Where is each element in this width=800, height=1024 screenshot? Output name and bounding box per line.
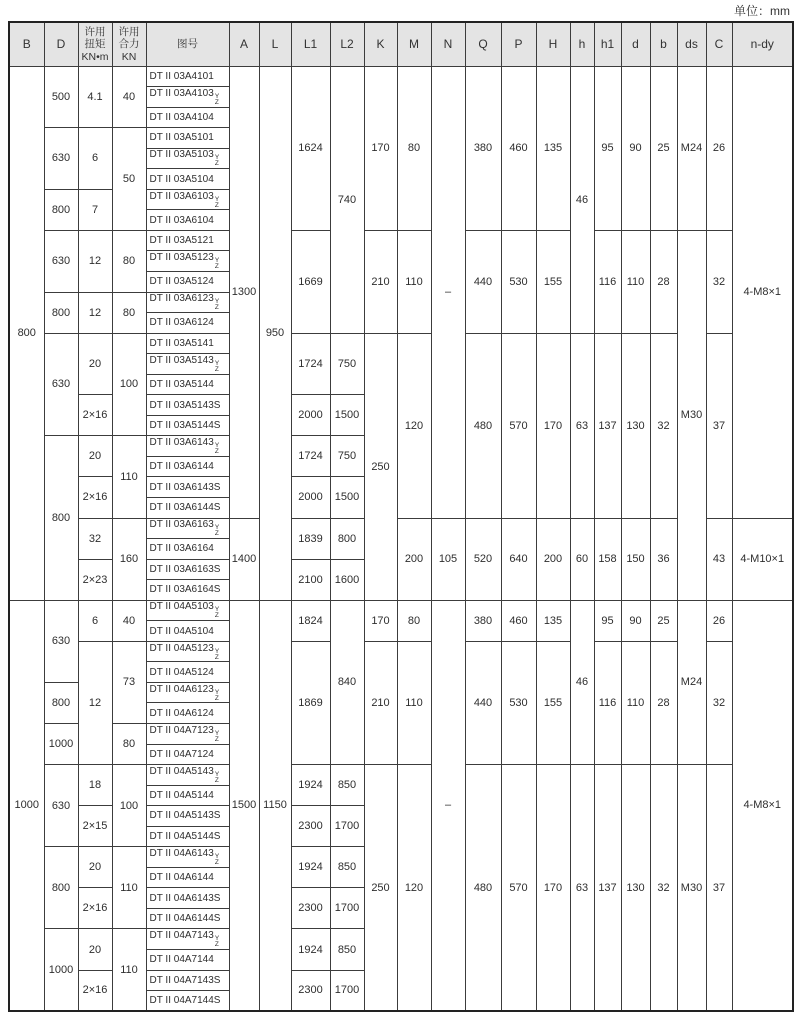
cell-T: 2×15 — [78, 806, 112, 847]
cell-D: 1000 — [44, 929, 78, 1011]
cell-TU: DT II 04A5143S — [146, 806, 229, 827]
cell-TU: DT II 04A7143 Y Z — [146, 929, 229, 950]
cell-D: 630 — [44, 600, 78, 682]
table-row — [9, 518, 793, 539]
yz-variant-mark: Y Z — [214, 606, 220, 620]
header-F — [112, 22, 146, 66]
cell-TU: DT II 03A5103 Y Z — [146, 148, 229, 169]
cell-TU: DT II 04A7144 — [146, 950, 229, 971]
table-body — [9, 66, 793, 1011]
table-row — [9, 765, 793, 786]
cell-M: 120 — [397, 765, 431, 1012]
cell-M: 80 — [397, 66, 431, 230]
cell-T: 18 — [78, 765, 112, 806]
cell-T: 6 — [78, 600, 112, 641]
cell-C: 26 — [706, 600, 732, 641]
cell-F: 73 — [112, 641, 146, 723]
cell-TU: DT II 03A5141 — [146, 333, 229, 354]
cell-T: 12 — [78, 641, 112, 764]
cell-Q: 380 — [465, 600, 501, 641]
cell-B: 800 — [9, 66, 44, 600]
cell-TU: DT II 04A5123 Y Z — [146, 641, 229, 662]
cell-D: 800 — [44, 189, 78, 230]
cell-TU: DT II 04A7144S — [146, 991, 229, 1012]
cell-L2: 840 — [330, 600, 364, 764]
header-C — [706, 22, 732, 66]
cell-h: 46 — [570, 600, 594, 764]
cell-T: 2×16 — [78, 970, 112, 1011]
cell-D: 630 — [44, 333, 78, 436]
yz-variant-mark: Y Z — [214, 92, 220, 106]
cell-H: 200 — [536, 518, 570, 600]
yz-variant-mark: Y Z — [214, 359, 220, 373]
cell-TU: DT II 03A5143S — [146, 395, 229, 416]
cell-TU: DT II 03A6103 Y Z — [146, 189, 229, 210]
cell-P: 640 — [501, 518, 536, 600]
yz-variant-mark: Y Z — [214, 770, 220, 784]
cell-T: 32 — [78, 518, 112, 559]
header-label: L1 — [303, 37, 318, 52]
cell-K: 170 — [364, 600, 397, 641]
cell-L1: 1724 — [291, 436, 330, 477]
cell-b: 32 — [650, 333, 677, 518]
cell-ds: M30 — [677, 230, 706, 600]
cell-b: 28 — [650, 230, 677, 333]
header-label: n-dy — [750, 37, 774, 52]
yz-variant-mark: Y Z — [214, 853, 220, 867]
cell-TU: DT II 03A5144 — [146, 374, 229, 395]
cell-H: 135 — [536, 66, 570, 230]
header-label: D — [56, 37, 66, 52]
cell-L2: 1500 — [330, 395, 364, 436]
header-label: 许用 — [84, 25, 106, 38]
header-L2 — [330, 22, 364, 66]
cell-P: 530 — [501, 230, 536, 333]
cell-TU: DT II 03A6163S — [146, 559, 229, 580]
cell-b: 25 — [650, 66, 677, 230]
cell-K: 250 — [364, 333, 397, 600]
header-label: M — [409, 37, 419, 52]
header-label: d — [632, 37, 639, 52]
cell-L: 1150 — [259, 600, 291, 1011]
cell-h1: 158 — [594, 518, 621, 600]
header-b — [650, 22, 677, 66]
cell-TU: DT II 03A6143 Y Z — [146, 436, 229, 457]
cell-L1: 1824 — [291, 600, 330, 641]
cell-F: 50 — [112, 128, 146, 231]
cell-d: 110 — [621, 230, 650, 333]
cell-TU: DT II 03A5121 — [146, 230, 229, 251]
cell-P: 570 — [501, 333, 536, 518]
cell-T: 2×16 — [78, 888, 112, 929]
cell-T: 20 — [78, 847, 112, 888]
cell-T: 12 — [78, 292, 112, 333]
cell-d: 90 — [621, 66, 650, 230]
cell-D: 500 — [44, 66, 78, 128]
cell-T: 12 — [78, 230, 112, 292]
cell-TU: DT II 03A5124 — [146, 271, 229, 292]
header-label: B — [22, 37, 31, 52]
table-row — [9, 66, 793, 87]
cell-TU: DT II 03A6144 — [146, 456, 229, 477]
cell-h1: 137 — [594, 765, 621, 1012]
cell-b: 36 — [650, 518, 677, 600]
cell-F: 110 — [112, 929, 146, 1011]
cell-H: 170 — [536, 765, 570, 1012]
cell-TU: DT II 04A6143S — [146, 888, 229, 909]
cell-L1: 1724 — [291, 333, 330, 395]
cell-Q: 520 — [465, 518, 501, 600]
cell-T: 20 — [78, 436, 112, 477]
cell-TU: DT II 03A6163 Y Z — [146, 518, 229, 539]
header-D — [44, 22, 78, 66]
cell-h: 63 — [570, 333, 594, 518]
yz-variant-mark: Y Z — [214, 729, 220, 743]
header-label: h — [578, 37, 586, 52]
cell-b: 25 — [650, 600, 677, 641]
cell-L2: 850 — [330, 847, 364, 888]
cell-F: 100 — [112, 333, 146, 436]
header-d — [621, 22, 650, 66]
cell-F: 110 — [112, 847, 146, 929]
yz-variant-mark: Y Z — [214, 524, 220, 538]
cell-TU: DT II 03A6123 Y Z — [146, 292, 229, 313]
yz-variant-mark: Y Z — [214, 935, 220, 949]
cell-L2: 850 — [330, 765, 364, 806]
yz-variant-mark: Y Z — [214, 195, 220, 209]
cell-h1: 116 — [594, 230, 621, 333]
cell-d: 110 — [621, 641, 650, 764]
cell-T: 20 — [78, 929, 112, 970]
cell-TU: DT II 04A6123 Y Z — [146, 682, 229, 703]
cell-L1: 1924 — [291, 929, 330, 970]
cell-N: 105 — [431, 518, 465, 600]
header-P — [501, 22, 536, 66]
cell-M: 200 — [397, 518, 431, 600]
cell-d: 150 — [621, 518, 650, 600]
header-label: 合力 — [118, 38, 140, 50]
cell-C: 32 — [706, 230, 732, 333]
cell-C: 26 — [706, 66, 732, 230]
cell-h1: 95 — [594, 66, 621, 230]
cell-TU: DT II 04A7124 — [146, 744, 229, 765]
cell-N: – — [431, 66, 465, 518]
table-header — [9, 22, 793, 66]
cell-TU: DT II 03A5104 — [146, 169, 229, 190]
cell-K: 210 — [364, 641, 397, 764]
cell-L1: 1669 — [291, 230, 330, 333]
cell-TU: DT II 03A6144S — [146, 497, 229, 518]
header-T — [78, 22, 112, 66]
cell-L2: 1700 — [330, 888, 364, 929]
header-Q — [465, 22, 501, 66]
cell-TU: DT II 04A5124 — [146, 662, 229, 683]
cell-d: 130 — [621, 765, 650, 1012]
cell-P: 530 — [501, 641, 536, 764]
table-row — [9, 230, 793, 251]
cell-L1: 2300 — [291, 970, 330, 1011]
cell-C: 32 — [706, 641, 732, 764]
cell-D: 800 — [44, 682, 78, 723]
cell-d: 130 — [621, 333, 650, 518]
header-N — [431, 22, 465, 66]
header-L1 — [291, 22, 330, 66]
cell-F: 80 — [112, 292, 146, 333]
cell-L1: 1924 — [291, 765, 330, 806]
cell-H: 155 — [536, 230, 570, 333]
cell-T: 20 — [78, 333, 112, 395]
cell-L2: 1700 — [330, 970, 364, 1011]
cell-Q: 480 — [465, 333, 501, 518]
yz-variant-mark: Y Z — [214, 442, 220, 456]
cell-TU: DT II 04A6144S — [146, 908, 229, 929]
cell-TU: DT II 03A6143S — [146, 477, 229, 498]
header-label: K — [376, 37, 385, 52]
header-K — [364, 22, 397, 66]
cell-N: – — [431, 600, 465, 1011]
cell-H: 170 — [536, 333, 570, 518]
cell-Q: 440 — [465, 641, 501, 764]
cell-Q: 480 — [465, 765, 501, 1012]
cell-d: 90 — [621, 600, 650, 641]
cell-L2: 850 — [330, 929, 364, 970]
cell-P: 460 — [501, 66, 536, 230]
cell-P: 570 — [501, 765, 536, 1012]
cell-L2: 740 — [330, 66, 364, 333]
cell-L: 950 — [259, 66, 291, 600]
cell-F: 100 — [112, 765, 146, 847]
cell-h: 46 — [570, 66, 594, 333]
yz-variant-mark: Y Z — [214, 647, 220, 661]
cell-TU: DT II 04A5104 — [146, 621, 229, 642]
yz-variant-mark: Y Z — [214, 688, 220, 702]
header-label: b — [660, 37, 667, 52]
cell-h: 63 — [570, 765, 594, 1012]
header-A — [229, 22, 259, 66]
cell-TU: DT II 03A5123 Y Z — [146, 251, 229, 272]
cell-H: 155 — [536, 641, 570, 764]
header-label: H — [548, 37, 558, 52]
cell-TU: DT II 04A6124 — [146, 703, 229, 724]
cell-L2: 1500 — [330, 477, 364, 518]
cell-TU: DT II 03A6124 — [146, 313, 229, 334]
header-label: A — [239, 37, 248, 52]
cell-L1: 2300 — [291, 888, 330, 929]
cell-TU: DT II 03A5101 — [146, 128, 229, 149]
cell-M: 110 — [397, 641, 431, 764]
cell-D: 630 — [44, 230, 78, 292]
cell-Q: 440 — [465, 230, 501, 333]
cell-T: 2×16 — [78, 395, 112, 436]
cell-F: 110 — [112, 436, 146, 518]
header-label: 扭矩 — [84, 38, 106, 50]
cell-TU: DT II 03A6104 — [146, 210, 229, 231]
header-label: 图号 — [177, 38, 198, 50]
header-h1 — [594, 22, 621, 66]
table-row — [9, 600, 793, 621]
cell-h1: 116 — [594, 641, 621, 764]
header-label: h1 — [600, 37, 615, 52]
cell-TU: DT II 04A7123 Y Z — [146, 724, 229, 745]
cell-h: 60 — [570, 518, 594, 600]
header-label: KN — [121, 50, 137, 63]
cell-TU: DT II 04A5144 — [146, 785, 229, 806]
header-label: L2 — [340, 37, 354, 52]
cell-D: 630 — [44, 128, 78, 190]
header-label: ds — [685, 37, 698, 52]
header-h — [570, 22, 594, 66]
cell-TU: DT II 03A6164 — [146, 539, 229, 560]
cell-NDY: 4-M10×1 — [732, 518, 793, 600]
cell-TU: DT II 03A4101 — [146, 66, 229, 87]
cell-C: 37 — [706, 333, 732, 518]
header-H — [536, 22, 570, 66]
cell-TU: DT II 04A7143S — [146, 970, 229, 991]
cell-TU: DT II 04A5103 Y Z — [146, 600, 229, 621]
cell-L1: 1839 — [291, 518, 330, 559]
cell-B: 1000 — [9, 600, 44, 1011]
cell-TU: DT II 04A5143 Y Z — [146, 765, 229, 786]
cell-TU: DT II 04A6143 Y Z — [146, 847, 229, 868]
header-B — [9, 22, 44, 66]
cell-H: 135 — [536, 600, 570, 641]
header-row — [9, 22, 793, 66]
cell-L1: 2000 — [291, 477, 330, 518]
cell-TU: DT II 03A5144S — [146, 415, 229, 436]
header-TU — [146, 22, 229, 66]
cell-L1: 2300 — [291, 806, 330, 847]
cell-ds: M24 — [677, 66, 706, 230]
cell-TU: DT II 04A5144S — [146, 826, 229, 847]
cell-D: 1000 — [44, 724, 78, 765]
cell-L1: 1624 — [291, 66, 330, 230]
header-label: KN•m — [81, 50, 109, 63]
cell-M: 80 — [397, 600, 431, 641]
cell-D: 800 — [44, 847, 78, 929]
cell-F: 160 — [112, 518, 146, 600]
cell-P: 460 — [501, 600, 536, 641]
cell-b: 32 — [650, 765, 677, 1012]
yz-variant-mark: Y Z — [214, 298, 220, 312]
cell-T: 2×23 — [78, 559, 112, 600]
cell-L2: 750 — [330, 436, 364, 477]
cell-D: 800 — [44, 436, 78, 600]
header-label: 许用 — [118, 25, 140, 38]
cell-A: 1500 — [229, 600, 259, 1011]
cell-D: 630 — [44, 765, 78, 847]
cell-NDY: 4-M8×1 — [732, 600, 793, 1011]
header-label: Q — [478, 37, 488, 52]
cell-L1: 2000 — [291, 395, 330, 436]
cell-D: 800 — [44, 292, 78, 333]
table-row — [9, 641, 793, 662]
header-label: P — [514, 37, 523, 52]
cell-NDY: 4-M8×1 — [732, 66, 793, 518]
spec-table — [8, 21, 794, 1012]
cell-L1: 1924 — [291, 847, 330, 888]
cell-TU: DT II 04A6144 — [146, 867, 229, 888]
header-NDY — [732, 22, 793, 66]
header-label: C — [714, 37, 724, 52]
unit-label: 单位：mm — [734, 4, 790, 18]
cell-Q: 380 — [465, 66, 501, 230]
cell-L2: 1600 — [330, 559, 364, 600]
header-label: L — [271, 37, 279, 52]
cell-L2: 750 — [330, 333, 364, 395]
cell-M: 110 — [397, 230, 431, 333]
cell-F: 80 — [112, 230, 146, 292]
cell-TU: DT II 03A4104 — [146, 107, 229, 128]
cell-K: 170 — [364, 66, 397, 230]
header-label: N — [443, 37, 453, 52]
cell-L1: 2100 — [291, 559, 330, 600]
cell-A: 1400 — [229, 518, 259, 600]
cell-b: 28 — [650, 641, 677, 764]
cell-C: 37 — [706, 765, 732, 1012]
cell-TU: DT II 03A4103 Y Z — [146, 87, 229, 108]
header-L — [259, 22, 291, 66]
cell-F: 40 — [112, 66, 146, 128]
cell-L1: 1869 — [291, 641, 330, 764]
table-row — [9, 333, 793, 354]
cell-L2: 800 — [330, 518, 364, 559]
yz-variant-mark: Y Z — [214, 257, 220, 271]
header-ds — [677, 22, 706, 66]
cell-M: 120 — [397, 333, 431, 518]
cell-K: 210 — [364, 230, 397, 333]
cell-h1: 95 — [594, 600, 621, 641]
cell-ds: M24 — [677, 600, 706, 764]
header-M — [397, 22, 431, 66]
cell-T: 2×16 — [78, 477, 112, 518]
cell-h1: 137 — [594, 333, 621, 518]
cell-T: 7 — [78, 189, 112, 230]
cell-ds: M30 — [677, 765, 706, 1012]
cell-A: 1300 — [229, 66, 259, 518]
cell-L2: 1700 — [330, 806, 364, 847]
cell-T: 4.1 — [78, 66, 112, 128]
cell-TU: DT II 03A5143 Y Z — [146, 354, 229, 375]
cell-K: 250 — [364, 765, 397, 1012]
yz-variant-mark: Y Z — [214, 154, 220, 168]
cell-F: 40 — [112, 600, 146, 641]
cell-C: 43 — [706, 518, 732, 600]
cell-T: 6 — [78, 128, 112, 190]
cell-TU: DT II 03A6164S — [146, 580, 229, 601]
cell-F: 80 — [112, 724, 146, 765]
